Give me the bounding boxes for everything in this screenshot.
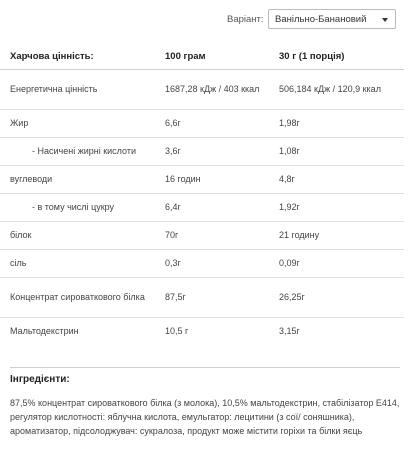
row-per-100g: 3,6г	[156, 138, 270, 166]
header-per-100g: 100 грам	[156, 44, 270, 70]
table-row	[0, 318, 404, 346]
row-label: вуглеводи	[0, 166, 156, 194]
nutrition-table-header	[0, 44, 404, 70]
table-row	[0, 110, 404, 138]
table-row	[0, 222, 404, 250]
ingredients-section	[10, 367, 400, 438]
row-per-serving: 21 годину	[270, 222, 404, 250]
table-row	[0, 250, 404, 278]
table-row	[0, 194, 404, 222]
row-per-serving: 26,25г	[270, 278, 404, 318]
header-per-serving: 30 г (1 порція)	[270, 44, 404, 70]
row-label: Енергетична цінність	[0, 70, 156, 110]
row-per-100g: 6,4г	[156, 194, 270, 222]
row-per-serving: 4,8г	[270, 166, 404, 194]
nutrition-table	[0, 44, 404, 346]
row-per-100g: 70г	[156, 222, 270, 250]
table-row	[0, 138, 404, 166]
row-per-100g: 10,5 г	[165, 326, 189, 337]
header-nutrition-value: Харчова цінність:	[0, 44, 156, 70]
row-per-serving: 0,09г	[270, 250, 404, 278]
variant-selector-row	[0, 9, 408, 31]
chevron-down-icon	[382, 18, 388, 22]
row-label: білок	[0, 222, 156, 250]
row-per-serving: 1,92г	[270, 194, 404, 222]
row-label: Жир	[0, 110, 156, 138]
row-per-100g: 0,3г	[156, 250, 270, 278]
table-row	[0, 166, 404, 194]
row-per-serving: 1,98г	[270, 110, 404, 138]
row-per-100g: 1687,28 кДж / 403 ккал	[156, 70, 270, 110]
table-row	[0, 70, 404, 110]
variant-label: Варіант:	[227, 14, 264, 25]
row-per-100g: 16 годин	[156, 166, 270, 194]
variant-selected-value: Ванільно-Банановий	[275, 14, 367, 25]
ingredients-text: 87,5% концентрат сироваткового білка (з молока), 10,5% мальтодекстрин, стабілізатор Е414, регулятор кислотності: яблучна кислота, емульгатор: лецитини (з сої/ соняшника), ароматизатор, підсолоджувач: сукралоза, продукт може містити горіхи та білки яєць	[10, 398, 400, 436]
variant-select[interactable]	[268, 9, 396, 29]
row-per-serving: 3,15г	[279, 326, 300, 337]
row-label: - Насичені жирні кислоти	[0, 138, 156, 166]
row-per-100g: 87,5г	[156, 278, 270, 318]
row-label: Концентрат сироваткового білка	[0, 278, 156, 318]
row-per-100g: 6,6г	[156, 110, 270, 138]
row-per-serving: 506,184 кДж / 120,9 ккал	[270, 70, 404, 110]
row-label: сіль	[0, 250, 156, 278]
row-label: - в тому числі цукру	[0, 194, 156, 222]
row-label: Мальтодекстрин	[10, 326, 79, 337]
ingredients-heading: Інгредієнти:	[10, 374, 70, 385]
table-row	[0, 278, 404, 318]
row-per-serving: 1,08г	[270, 138, 404, 166]
